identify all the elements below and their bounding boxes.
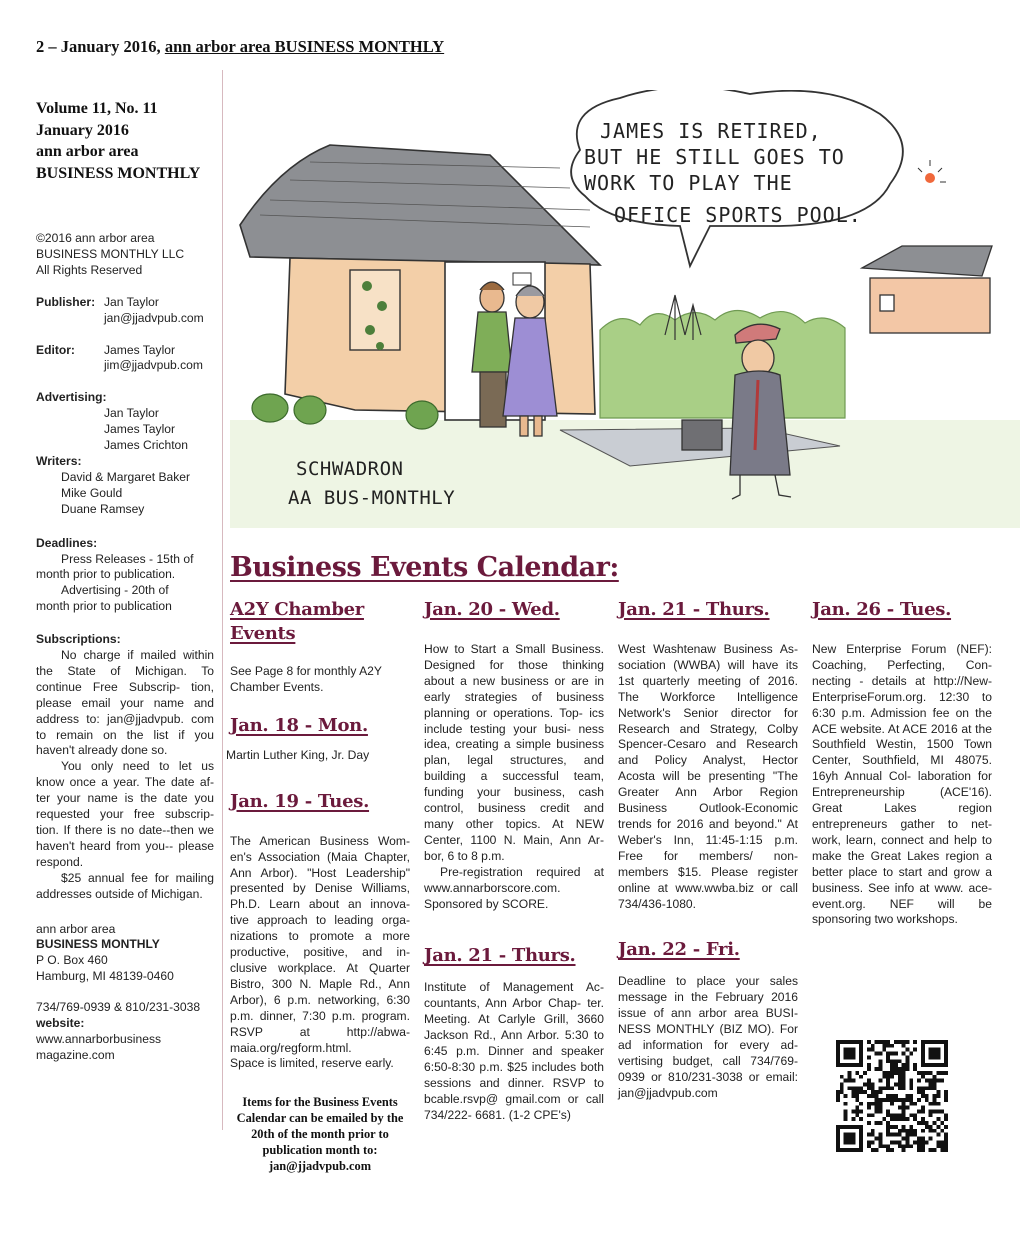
cartoon-caption-line: OFFICE SPORTS POOL. <box>614 203 862 227</box>
copyright-block <box>36 231 214 279</box>
event-text: Pre-registration required at www.annarborscore.com. Sponsored by SCORE. <box>424 864 604 911</box>
website-url[interactable]: www.annarborbusiness <box>36 1031 162 1046</box>
advertising-name: James Taylor <box>104 422 176 437</box>
deadline-advertising: Advertising - 20th of <box>61 583 169 598</box>
event-heading: Jan. 19 - Tues. <box>230 790 370 812</box>
address-name: ann arbor area <box>36 921 116 936</box>
running-head <box>36 37 444 57</box>
event-text: How to Start a Small Business. Designed for those thinking about a new business or are in early strategies of business planning or operations. Top- ics include testing your busi- ness idea, creating a simple business plan, legal structures, and building a successful team, funding your business, cash control, business credit and many other topics. At NEW Center, 1100 N. Main, Ann Ar- bor, 6 to 8 p.m. <box>424 642 604 863</box>
phone-numbers: 734/769-0939 & 810/231-3038 <box>36 1000 201 1015</box>
volume: Volume 11, No. 11 <box>36 100 158 117</box>
writer-name: Duane Ramsey <box>61 501 145 516</box>
event-heading: A2Y Chamber Events <box>230 599 364 644</box>
copyright-line: BUSINESS MONTHLY LLC <box>36 246 185 261</box>
writer-name: Mike Gould <box>61 485 123 500</box>
subscriptions-label: Subscriptions: <box>36 632 121 647</box>
subscription-fee: $25 annual fee for mailing addresses outside of Michigan. <box>36 870 214 901</box>
publication-name-1: ann arbor area <box>36 143 139 160</box>
calendar-submission-note: Items for the Business Events Calendar can be emailed by the 20th of the month prior to publication month to: jan@jjadvpub.com <box>236 1095 404 1174</box>
deadline-advertising-cont: month prior to publication <box>36 599 172 614</box>
publisher-name: Jan Taylor <box>104 294 159 309</box>
subscription-text: You only need to let us know once a year. The date af- ter your name is the date you requested your free subscrip- tion. If there is no date--then we haven't heard from you-- please respond. <box>36 759 214 869</box>
editor-name: James Taylor <box>104 342 176 357</box>
qr-code[interactable] <box>836 1040 948 1152</box>
advertising-name: James Crichton <box>104 438 189 453</box>
publisher-block <box>36 295 214 327</box>
calendar-column-2 <box>424 598 604 1124</box>
editor-label: Editor: <box>36 342 75 357</box>
cartoon-caption-line: JAMES IS RETIRED, <box>600 119 822 143</box>
publisher-label: Publisher: <box>36 294 96 309</box>
event-text: West Washtenaw Business As- sociation (WWBA) will have its 1st quarterly meeting of 2016. The Workforce Intelligence Network's Senior director for Research and Strategy, Colby Spencer-Cesaro and Research and Policy Analyst, Hector Acosta will be presenting "The Greater Ann Arbor Region Business Outlook-Economic trends for 2016 and beyond." At Weber's Inn, 11:45-1:15 p.m. Free for members/ non- members $15. Please register online at www.wwba.biz or call 734/436-1080. <box>618 642 798 911</box>
deadlines-label: Deadlines: <box>36 535 98 550</box>
cartoon-signature-sub: AA BUS-MONTHLY <box>288 487 456 509</box>
event-text: Space is limited, reserve early. <box>230 1056 394 1071</box>
event-heading: Jan. 26 - Tues. <box>812 599 952 620</box>
column-divider <box>222 70 223 1130</box>
website-label: website: <box>36 1016 85 1031</box>
event-text: Martin Luther King, Jr. Day <box>226 747 370 762</box>
advertising-name: Jan Taylor <box>104 406 159 421</box>
event-heading: Jan. 22 - Fri. <box>618 939 740 961</box>
advertising-label: Advertising: <box>36 390 107 405</box>
cartoon-caption-line: WORK TO PLAY THE <box>584 171 793 195</box>
publication-name-2: BUSINESS MONTHLY <box>36 164 201 182</box>
writer-name: David & Margaret Baker <box>61 469 191 484</box>
publisher-email: jan@jjadvpub.com <box>104 310 204 325</box>
website-url-cont[interactable]: magazine.com <box>36 1047 115 1062</box>
issue-date: January 2016 <box>36 121 129 139</box>
address-city: Hamburg, MI 48139-0460 <box>36 969 174 984</box>
editor-email: jim@jjadvpub.com <box>104 358 203 373</box>
cartoon-signature: SCHWADRON <box>296 458 404 480</box>
event-heading: Jan. 21 - Thurs. <box>618 599 770 620</box>
address-po-box: P O. Box 460 <box>36 953 108 968</box>
copyright-line: ©2016 ann arbor area <box>36 231 155 245</box>
event-text: Institute of Management Ac- countants, Ann Arbor Chap- ter. Meeting. At Carlyle Grill, 3660 Jackson Rd., Ann Arbor. 5:30 to 6:45 p.m. Dinner and speaker 6:50-8:30 p.m. $25 includes both sessions and dinner. RSVP to bcable.rsvp@ gmail.com or call 734/222- 6681. (1-2 CPE's) <box>424 980 604 1122</box>
page-date-prefix: 2 – January 2016, <box>36 37 165 56</box>
event-text: New Enterprise Forum (NEF): Coaching, Perfecting, Con- necting - details at http://New- EnterpriseForum.org. 12:30 to 6:30 p.m. Admission fee on the ACE website. At ACE 2016 at the Southfield Westin, 1500 Town Center, Southfield, MI 48075. 16yh Annual Col- laboration for Entrepreneurship (ACE'16). Great Lakes region entrepreneurs gather to net- work, learn, connect and help to make the Great Lakes region a better place to start and grow a business. See info at www. ace-event.org. NEF will be sponsoring two workshops. <box>812 642 992 927</box>
event-text: The American Business Wom- en's Association (Maia Chapter, Ann Arbor). "Host Leadership" presented by Denise Williams, Ph.D. Learn about an innova- tive approach to leading orga- nizations to promote a more productive, positive, and in- clusive workplace. At Quarter Bistro, 300 N. Maple Rd., Ann Arbor), 6 p.m. networking, 6:30 p.m. dinner, 7:30 p.m. program. RSVP at http://abwa- maia.org/regform.html. <box>230 833 410 1055</box>
cartoon-caption-line: BUT HE STILL GOES TO <box>584 145 845 169</box>
publication-title: ann arbor area BUSINESS MONTHLY <box>164 37 445 56</box>
event-heading: Jan. 20 - Wed. <box>424 599 560 620</box>
event-text: Deadline to place your sales message in the February 2016 issue of ann arbor area BUSI- NESS MONTHLY (BIZ MO). For ad information for every ad- vertising budget, call 734/769- 0939 or 810/231-3038 or email: jan@jjadvpub.com <box>618 974 798 1100</box>
masthead-sidebar <box>36 98 214 1064</box>
event-heading: Jan. 21 - Thurs. <box>424 945 576 967</box>
editor-block <box>36 343 214 375</box>
writers-label: Writers: <box>36 453 82 468</box>
deadline-press-cont: month prior to publication. <box>36 567 176 582</box>
calendar-column-3 <box>618 598 798 1102</box>
event-heading: Jan. 18 - Mon. <box>230 714 368 736</box>
copyright-line: All Rights Reserved <box>36 262 143 277</box>
deadline-press: Press Releases - 15th of <box>61 551 194 566</box>
address-name: BUSINESS MONTHLY <box>36 937 160 952</box>
calendar-title: Business Events Calendar: <box>230 552 619 583</box>
cartoon-illustration <box>230 90 1020 528</box>
event-text: See Page 8 for monthly A2Y Chamber Events. <box>230 664 382 694</box>
calendar-column-1 <box>226 598 410 1174</box>
subscription-text: No charge if mailed within the State of Michigan. To continue Free Subscrip- tion, please email your name and address to: jan@jjadvpub. com to remain on the list if you haven't already done so. <box>36 648 214 758</box>
mailing-address <box>36 922 214 986</box>
calendar-column-4 <box>812 598 992 928</box>
